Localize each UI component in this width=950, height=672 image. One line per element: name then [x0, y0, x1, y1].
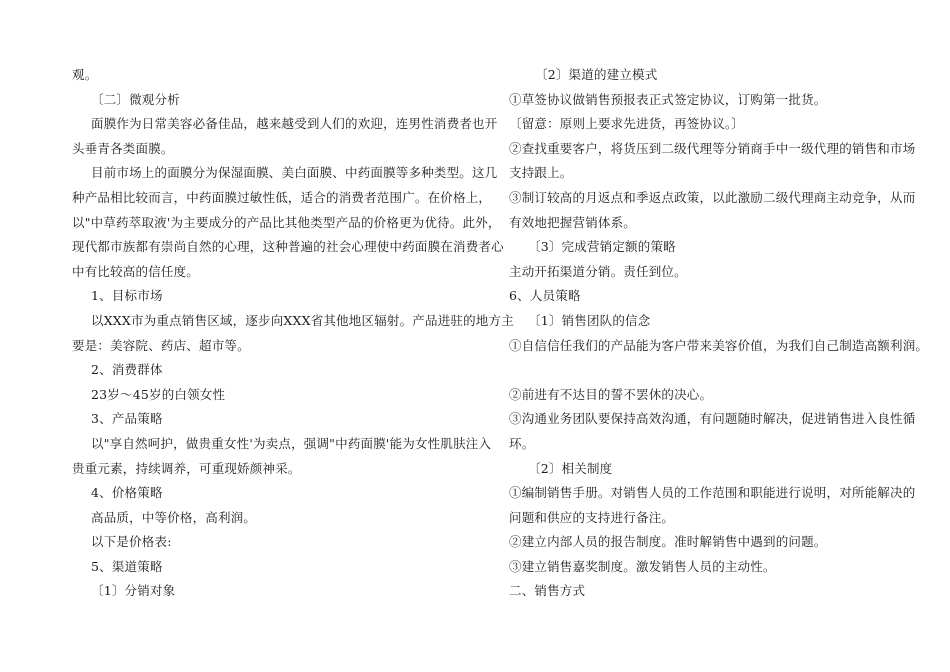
text-line: 3、产品策略	[91, 411, 163, 427]
text-line: 23岁～45岁的白领女性	[91, 386, 226, 402]
text-line: 以XXX市为重点销售区域，逐步向XXX省其他地区辐射。产品进驻的地方主	[91, 312, 514, 328]
text-line: ①编制销售手册。对销售人员的工作范围和职能进行说明，对所能解决的	[509, 485, 916, 501]
text-line: 面膜作为日常美容必备佳品，越来越受到人们的欢迎，连男性消费者也开	[91, 116, 498, 132]
left-text-column	[72, 63, 514, 604]
text-line: 〔二〕微观分析	[91, 91, 180, 107]
text-line: ③建立销售嘉奖制度。激发销售人员的主动性。	[509, 558, 776, 574]
text-line: 问题和供应的支持进行备注。	[509, 509, 675, 525]
text-line: 头垂青各类面膜。	[72, 140, 174, 156]
right-text-column	[509, 63, 929, 604]
text-line: 二、销售方式	[509, 583, 586, 599]
text-line: ②查找重要客户，将货压到二级代理等分销商手中一级代理的销售和市场	[509, 140, 916, 156]
text-line: 中有比较高的信任度。	[72, 263, 200, 279]
text-line: ①自信信任我们的产品能为客户带来美容价值，为我们自己制造高额利润。	[509, 337, 929, 353]
text-line: ②建立内部人员的报告制度。准时解销售中遇到的问题。	[509, 534, 827, 550]
text-line: ③制订较高的月返点和季返点政策，以此激励二级代理商主动竞争，从而	[509, 189, 916, 205]
text-line: ③沟通业务团队要保持高效沟通，有问题随时解决，促进销售进入良性循	[509, 411, 916, 427]
text-line: 以下是价格表:	[91, 534, 172, 550]
text-line: 有效地把握营销体系。	[509, 214, 637, 230]
text-line: 〔2〕相关制度	[528, 460, 613, 476]
text-line: 6、人员策略	[509, 288, 581, 304]
text-line: 〔留意：原则上要求先进货，再签协议。〕	[509, 116, 745, 132]
blank-line	[509, 358, 885, 383]
text-line: 〔2〕渠道的建立模式	[535, 67, 658, 82]
text-line: 〔3〕完成营销定额的策略	[528, 239, 676, 255]
text-line: 以"中草药萃取液'为主要成分的产品比其他类型产品的价格更为优待。此外，	[72, 214, 501, 230]
text-line: 观。	[72, 67, 98, 82]
text-line: 种产品相比较而言，中药面膜过敏性低，适合的消费者范围广。在价格上，	[72, 189, 492, 205]
text-line: 高品质，中等价格，高利润。	[91, 509, 257, 525]
text-line: 〔1〕销售团队的信念	[528, 312, 651, 328]
text-line: 要是：美容院、药店、超市等。	[72, 337, 250, 353]
text-line: 环。	[509, 435, 535, 451]
text-line: 目前市场上的面膜分为保湿面膜、美白面膜、中药面膜等多种类型。这几	[91, 165, 498, 181]
text-line: 〔1〕分销对象	[91, 583, 176, 599]
text-line: 支持跟上。	[509, 165, 573, 181]
text-line: 4、价格策略	[91, 485, 163, 501]
text-line: ②前进有不达目的誓不罢休的决心。	[509, 386, 713, 402]
text-line: 5、渠道策略	[91, 558, 163, 574]
text-line: 现代都市族都有崇尚自然的心理，这种普遍的社会心理使中药面膜在消费者心	[72, 239, 504, 255]
text-line: ①草签协议做销售预报表正式签定协议，订购第一批货。	[509, 91, 827, 107]
text-line: 主动开拓渠道分销。责任到位。	[509, 263, 687, 279]
text-line: 2、消费群体	[91, 362, 163, 378]
text-line: 以"享自然呵护，做贵重女性'为卖点，强调"中药面膜'能为女性肌肤注入	[91, 435, 492, 451]
text-line: 1、目标市场	[91, 288, 163, 304]
text-line: 贵重元素，持续调养，可重现娇颜神采。	[72, 460, 301, 476]
